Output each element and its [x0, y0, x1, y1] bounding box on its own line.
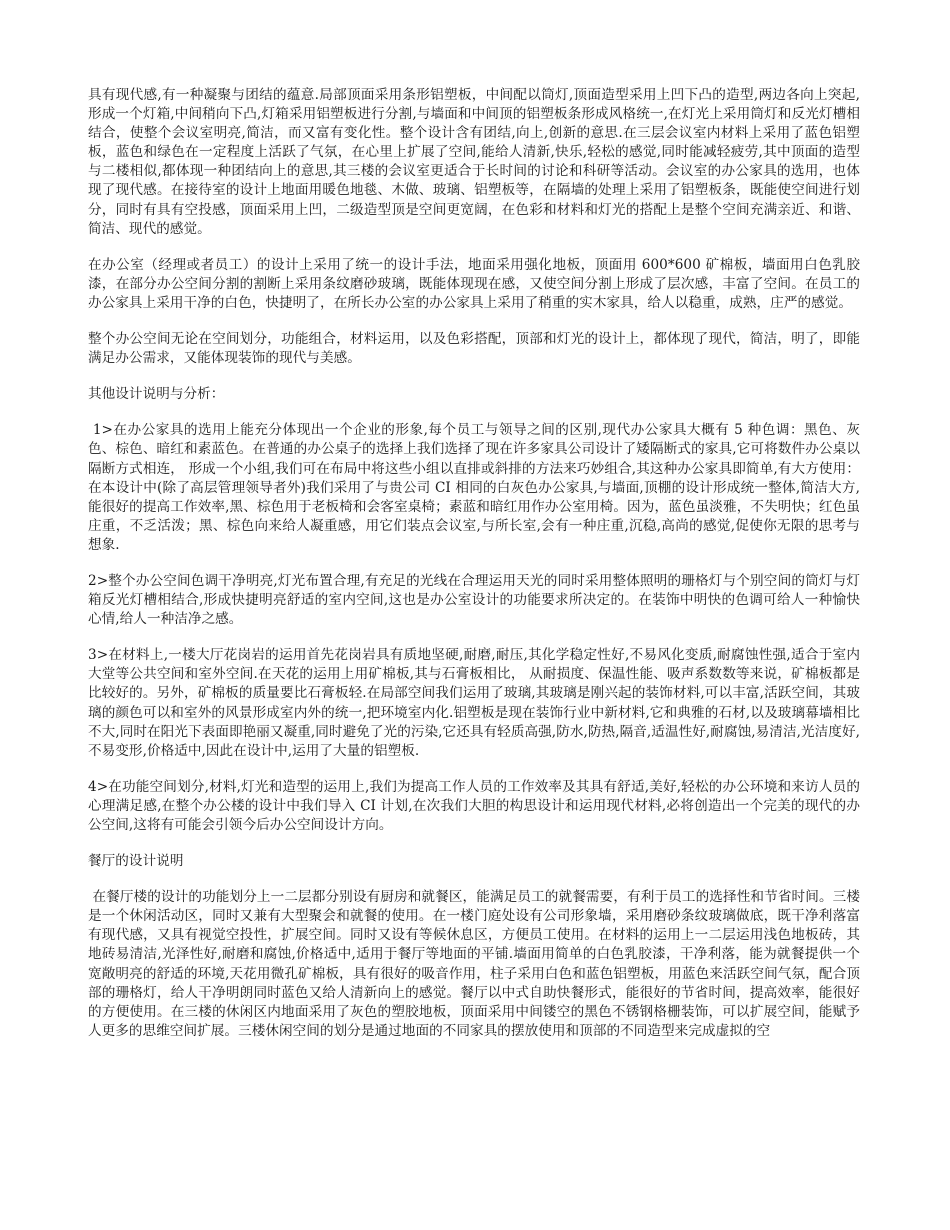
paragraph-office-design: 在办公室（经理或者员工）的设计上采用了统一的设计手法，地面采用强化地板，顶面用 600*600 矿棉板，墙面用白色乳胶漆，在部分办公空间分割的割断上采用条纹磨砂玻璃，既能体现现在感，又使空间分割上形成了层次感，丰富了空间。在员工的办公家具上采用干净的白色，快捷明了，在所长办公室的办公家具上采用了稍重的实木家具，给人以稳重，成熟，庄严的感觉。 [88, 256, 860, 311]
paragraph-item-4-function: 4>在功能空间划分,材料,灯光和造型的运用上,我们为提高工作人员的工作效率及其具有舒适,美好,轻松的办公环境和来访人员的心理满足感,在整个办公楼的设计中我们导入 CI 计划,在次我们大胆的构思设计和运用现代材料,必将创造出一个完美的现代的办公空间,这将有可能会引领今后办公空间设计方向。 [88, 778, 860, 833]
section-heading-restaurant: 餐厅的设计说明 [88, 853, 184, 870]
section-heading-other-notes: 其他设计说明与分析： [88, 386, 225, 403]
paragraph-meeting-room-design: 具有现代感,有一种凝聚与团结的蕴意.局部顶面采用条形铝塑板，中间配以筒灯,顶面造型采用上凹下凸的造型,两边各向上突起,形成一个灯箱,中间稍向下凸,灯箱采用铝塑板进行分割,与墙面和中间顶的铝塑板条形成风格统一,在灯光上采用筒灯和反光灯槽相结合，使整个会议室明亮,简洁，而又富有变化性。整个设计含有团结,向上,创新的意思.在三层会议室内材料上采用了蓝色铝塑板，蓝色和绿色在一定程度上活跃了气氛，在心里上扩展了空间,能给人清新,快乐,轻松的感觉,同时能减轻疲劳,其中顶面的造型与二楼相似,都体现一种团结向上的意思,其三楼的会议室更适合于长时间的讨论和科研等活动。会议室的办公家具的选用，也体现了现代感。在接待室的设计上地面用暖色地毯、木做、玻璃、铝塑板等，在隔墙的处理上采用了铝塑板条，既能使空间进行划分，同时有具有空投感，顶面采用上凹，二级造型顶是空间更宽阔，在色彩和材料和灯光的搭配上是整个空间充满亲近、和谐、简洁、现代的感觉。 [88, 87, 860, 237]
paragraph-overall-summary: 整个办公空间无论在空间划分，功能组合，材料运用，以及色彩搭配，顶部和灯光的设计上，都体现了现代，简洁，明了，即能满足办公需求，又能体现装饰的现代与美感。 [88, 331, 860, 367]
document-page [88, 86, 860, 1058]
paragraph-item-3-materials: 3>在材料上,一楼大厅花岗岩的运用首先花岗岩具有质地坚硬,耐磨,耐压,其化学稳定性好,不易风化变质,耐腐蚀性强,适合于室内大堂等公共空间和室外空间.在天花的运用上用矿棉板,其与石膏板相比， 从耐损度、保温性能、吸声系数数等来说，矿棉板都是比较好的。另外，矿棉板的质量要比石膏板轻.在局部空间我们运用了玻璃,其玻璃是刚兴起的装饰材料,可以丰富,活跃空间，其玻璃的颜色可以和室外的风景形成室内外的统一,把环境室内化.铝塑板是现在装饰行业中新材料,它和典雅的石材,以及玻璃幕墙相比不大,同时在阳光下表面即艳丽又凝重,同时避免了光的污染,它还具有轻质高强,防水,防热,隔音,适温性好,耐腐蚀,易清洁,光洁度好,不易变形,价格适中,因此在设计中,运用了大量的铝塑板. [88, 647, 860, 759]
paragraph-restaurant-design: 在餐厅楼的设计的功能划分上一二层都分别设有厨房和就餐区，能满足员工的就餐需要，有利于员工的选择性和节省时间。三楼是一个休闲活动区，同时又兼有大型聚会和就餐的使用。在一楼门庭处设有公司形象墙，采用磨砂条纹玻璃做底，既干净利落富有现代感，又具有视觉空投性，扩展空间。同时又设有等候休息区，方便员工使用。在材料的运用上一二层运用浅色地板砖，其地砖易清洁,光泽性好,耐磨和腐蚀,价格适中,适用于餐厅等地面的平铺.墙面用简单的白色乳胶漆，干净利落，能为就餐提供一个宽敞明亮的舒适的环境,天花用微孔矿棉板，具有很好的吸音作用，柱子采用白色和蓝色铝塑板，用蓝色来活跃空间气氛，配合顶部的珊格灯，给人干净明朗同时蓝色又给人清新向上的感觉。餐厅以中式自助快餐形式，能很好的节省时间，提高效率，能很好的方便使用。在三楼的休闲区内地面采用了灰色的塑胶地板，顶面采用中间镂空的黑色不锈钢格栅装饰，可以扩展空间，能赋予人更多的思维空间扩展。三楼休闲空间的划分是通过地面的不同家具的摆放使用和顶部的不同造型来完成虚拟的空 [88, 889, 860, 1039]
paragraph-item-1-furniture: 1>在办公家具的选用上能充分体现出一个企业的形象,每个员工与领导之间的区别,现代办公家具大概有 5 种色调：黑色、灰色、棕色、暗红和素蓝色。在普通的办公桌子的选择上我们选择了现在许多家具公司设计了矮隔断式的家具,它可将数件办公桌以隔断方式相连， 形成一个小组,我们可在布局中将这些小组以直排或斜排的方法来巧妙组合,其这种办公家具即简单,有大方使用：在本设计中(除了高层管理领导者外)我们采用了与贵公司 CI 相同的白灰色办公家具,与墙面,顶棚的设计形成统一整体,简洁大方,能很好的提高工作效率,黑、棕色用于老板椅和会客室桌椅；素蓝和暗红用作办公室用椅。因为，蓝色虽淡雅，不失明快；红色虽庄重，不乏活泼；黑、棕色向来给人凝重感，用它们装点会议室,与所长室,会有一种庄重,沉稳,高尚的感觉,促使你无限的思考与想象. [88, 422, 860, 553]
paragraph-item-2-lighting: 2>整个办公空间色调干净明亮,灯光布置合理,有充足的光线在合理运用天光的同时采用整体照明的珊格灯与个别空间的筒灯与灯箱反光灯槽相结合,形成快捷明亮舒适的室内空间,这也是办公室设计的功能要求所决定的。在装饰中明快的色调可给人一种愉快心情,给人一种洁净之感。 [88, 572, 860, 628]
